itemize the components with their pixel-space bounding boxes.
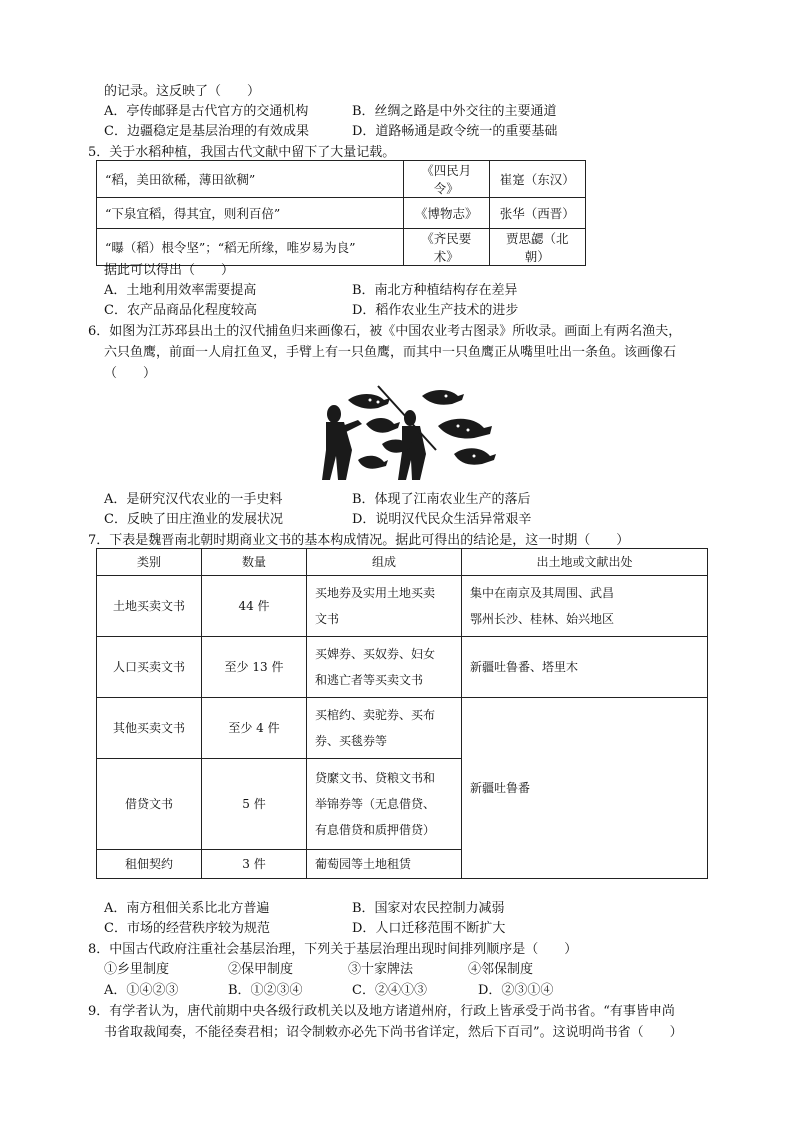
q7-row5-type: 租佃契约 [97,850,202,879]
q6-stem-line1: 6．如图为江苏邳县出土的汉代捕鱼归来画像石，被《中国农业考古图录》所收录。画面上有两名渔夫， [88,324,682,339]
q4-option-d[interactable]: D．道路畅通是政令统一的重要基础 [352,124,558,139]
q5-quote-2: “下泉宜稻，得其宜，则利百倍” [97,198,404,229]
q7-header-count: 数量 [202,549,307,576]
q6-option-a[interactable]: A．是研究汉代农业的一手史料 [104,492,283,507]
q9-stem-line1: 9．有学者认为，唐代前期中央各级行政机关以及地方诸道州府，行政上皆承受于尚书省。“有事皆申尚 [88,1004,675,1019]
q5-option-c[interactable]: C．农产品商品化程度较高 [104,303,257,318]
q4-option-c[interactable]: C．边疆稳定是基层治理的有效成果 [104,124,309,139]
q5-table [96,160,586,266]
q7-header-source: 出土地或文献出处 [462,549,708,576]
q7-row5-composition: 葡萄园等土地租赁 [307,850,462,879]
q4-stem-tail: 的记录。这反映了（ ） [104,84,261,99]
q7-option-c[interactable]: C．市场的经营秩序较为规范 [104,921,270,936]
q8-option-d[interactable]: D．②③①④ [478,983,554,998]
q5-option-b[interactable]: B．南北方种植结构存在差异 [352,283,518,298]
q5-quote-3: “曝（稻）根令坚”；“稻无所缘，唯岁易为良” [97,229,404,266]
q8-option-a[interactable]: A．①④②③ [104,983,179,998]
q7-row1-count: 44 件 [202,576,307,637]
q8-item-4: ④邻保制度 [468,962,534,977]
q8-option-b[interactable]: B．①②③④ [228,983,303,998]
table-header-row [97,549,708,576]
q7-option-a[interactable]: A．南方租佃关系比北方普遍 [104,901,270,916]
q6-option-d[interactable]: D．说明汉代民众生活异常艰辛 [352,512,532,527]
q7-header-type: 类别 [97,549,202,576]
q7-row2-count: 至少 13 件 [202,637,307,698]
table-row [97,698,708,759]
q5-after: 据此可以得出（ ） [104,263,235,278]
q8-stem: 8．中国古代政府注重社会基层治理，下列关于基层治理出现时间排列顺序是（ ） [88,942,578,957]
q5-quote-1: “稻，美田欲稀，薄田欲稠” [97,161,404,198]
table-row [97,576,708,637]
q5-book-3: 《齐民要术》 [404,229,490,266]
q7-header-composition: 组成 [307,549,462,576]
q7-option-d[interactable]: D．人口迁移范围不断扩大 [352,921,506,936]
q8-item-2: ②保甲制度 [228,962,294,977]
q7-row2-composition: 买婢券、买奴券、妇女 和逃亡者等买卖文书 [307,637,462,698]
q7-row2-source: 新疆吐鲁番、塔里木 [462,637,708,698]
table-row [97,637,708,698]
q7-merged-source: 新疆吐鲁番 [462,698,708,879]
q5-book-2: 《博物志》 [404,198,490,229]
q5-book-1: 《四民月令》 [404,161,490,198]
q4-option-b[interactable]: B．丝绸之路是中外交往的主要通道 [352,104,557,119]
q7-option-b[interactable]: B．国家对农民控制力减弱 [352,901,505,916]
q7-row4-type: 借贷文书 [97,759,202,850]
q8-option-c[interactable]: C．②④①③ [352,983,427,998]
q7-row3-composition: 买棺约、卖驼券、买布 券、买毯券等 [307,698,462,759]
q5-author-1: 崔寔（东汉） [489,161,585,198]
q9-stem-line2: 书省取裁闻奏，不能径奏君相；诏令制敕亦必先下尚书省详定，然后下百司”。这说明尚书省（ ） [104,1025,683,1040]
q7-row4-count: 5 件 [202,759,307,850]
table-row [97,198,586,229]
q7-row1-source: 集中在南京及其周围、武昌 鄂州长沙、桂林、始兴地区 [462,576,708,637]
q6-option-b[interactable]: B．体现了江南农业生产的落后 [352,492,531,507]
q7-row1-composition: 买地券及实用土地买卖 文书 [307,576,462,637]
q6-option-c[interactable]: C．反映了田庄渔业的发展状况 [104,512,283,527]
q4-option-a[interactable]: A．亭传邮驿是古代官方的交通机构 [104,104,309,119]
q7-row2-type: 人口买卖文书 [97,637,202,698]
q6-stem-line2: 六只鱼鹰，前面一人肩扛鱼叉，手臂上有一只鱼鹰，而其中一只鱼鹰正从嘴里吐出一条鱼。该画像石 [104,345,677,360]
q7-table [96,548,708,879]
han-stone-relief-image [318,380,503,484]
q8-item-3: ③十家牌法 [348,962,414,977]
q7-row3-type: 其他买卖文书 [97,698,202,759]
q7-row5-count: 3 件 [202,850,307,879]
q5-author-2: 张华（西晋） [489,198,585,229]
q6-answer-blank: （ ） [104,366,157,381]
q7-row1-type: 土地买卖文书 [97,576,202,637]
q5-option-d[interactable]: D．稻作农业生产技术的进步 [352,303,519,318]
q7-row3-count: 至少 4 件 [202,698,307,759]
q8-item-1: ①乡里制度 [104,962,170,977]
q5-option-a[interactable]: A．土地利用效率需要提高 [104,283,257,298]
table-row [97,161,586,198]
q5-stem: 5．关于水稻种植，我国古代文献中留下了大量记载。 [88,145,396,160]
q7-stem: 7．下表是魏晋南北朝时期商业文书的基本构成情况。据此可得出的结论是，这一时期（ ） [88,533,630,548]
q7-row4-composition: 贷縻文书、贷粮文书和 举锦券等（无息借贷、 有息借贷和质押借贷） [307,759,462,850]
q5-author-3: 贾思勰（北朝） [489,229,585,266]
